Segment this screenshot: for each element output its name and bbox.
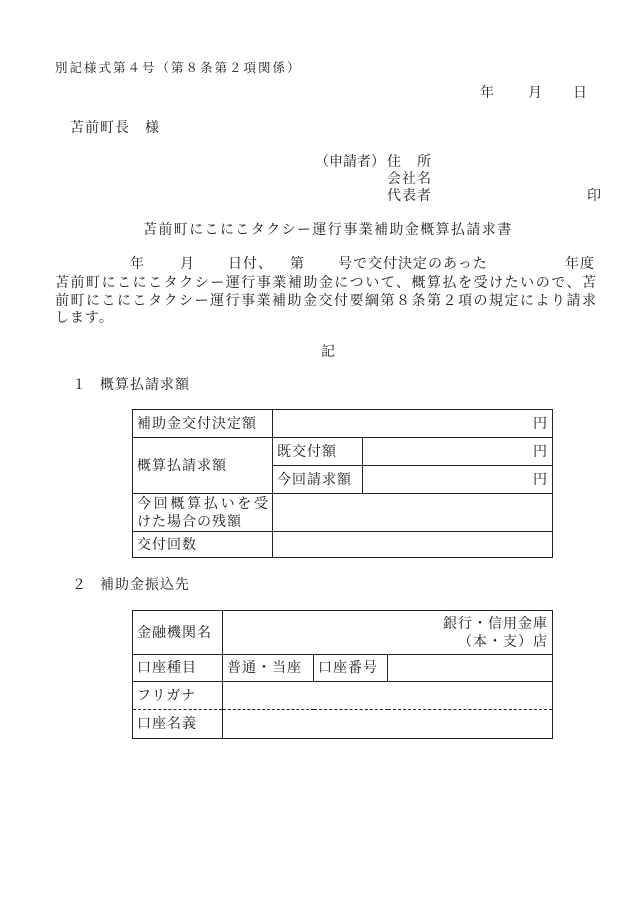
ki-heading: 記 — [321, 344, 336, 360]
table-row — [133, 532, 553, 558]
institution-cell — [223, 611, 553, 655]
date-month-label: 月 — [528, 85, 543, 101]
decided-amount-cell — [273, 410, 553, 438]
account-number-label: 口座番号 — [314, 655, 388, 682]
section-1-number: １ — [72, 377, 87, 393]
yen-unit: 円 — [533, 443, 548, 460]
furigana-cell — [223, 682, 553, 710]
grant-count-label: 交付回数 — [133, 532, 273, 558]
date-day-label: 日 — [573, 85, 588, 101]
table-row — [133, 682, 553, 710]
institution-label: 金融機関名 — [133, 611, 223, 655]
section-2-title: 補助金振込先 — [100, 577, 190, 593]
addressee: 苫前町長 様 — [70, 120, 160, 136]
current-request-label: 今回請求額 — [273, 466, 363, 494]
body-number-suffix: 号で交付決定のあった — [338, 256, 488, 272]
furigana-label: フリガナ — [133, 682, 223, 710]
applicant-representative-label: 代表者 — [387, 188, 432, 204]
bank-transfer-table — [132, 610, 553, 739]
balance-cell — [273, 494, 553, 532]
body-month-label: 月 — [180, 256, 195, 272]
form-number: 別記様式第４号（第８条第２項関係） — [55, 60, 302, 75]
balance-label — [133, 494, 273, 532]
body-fiscal-year-label: 年度 — [565, 256, 595, 272]
account-type-label: 口座種目 — [133, 655, 223, 682]
body-number-prefix: 第 — [290, 256, 305, 272]
account-holder-cell — [223, 710, 553, 739]
date-year-label: 年 — [480, 85, 495, 101]
applicant-address-label: 住 所 — [387, 154, 432, 170]
body-line-2: 苫前町にこにこタクシー運行事業補助金について、概算払を受けたいので、苫 — [55, 275, 597, 291]
applicant-company-label: 会社名 — [387, 171, 432, 187]
body-line-4: します。 — [55, 310, 114, 326]
table-row — [133, 655, 553, 682]
section-1-title: 概算払請求額 — [100, 377, 190, 393]
table-row — [133, 611, 553, 655]
table-row — [133, 438, 553, 466]
paid-amount-label: 既交付額 — [273, 438, 363, 466]
account-holder-label: 口座名義 — [133, 710, 223, 739]
table-row — [133, 410, 553, 438]
paid-amount-cell — [363, 438, 553, 466]
table-row — [133, 710, 553, 739]
body-line-3: 前町にこにこタクシー運行事業補助金交付要綱第８条第２項の規定により請求 — [55, 293, 597, 309]
bank-type-text: 銀行・信用金庫 — [443, 615, 548, 632]
balance-label-line-1: 今回概算払いを受 — [137, 495, 268, 512]
body-year-label: 年 — [130, 256, 145, 272]
yen-unit: 円 — [533, 415, 548, 432]
account-number-cell — [388, 655, 553, 682]
body-day-label: 日付、 — [228, 256, 273, 272]
section-2-number: ２ — [72, 577, 87, 593]
branch-type-text: （本・支）店 — [458, 633, 548, 650]
table-row — [133, 494, 553, 532]
account-type-options: 普通・当座 — [223, 655, 314, 682]
applicant-label: （申請者） — [315, 154, 385, 170]
seal-mark: 印 — [587, 188, 602, 204]
requested-amount-label: 概算払請求額 — [133, 438, 273, 494]
yen-unit: 円 — [533, 471, 548, 488]
balance-label-line-2: けた場合の残額 — [137, 513, 242, 530]
decided-amount-label: 補助金交付決定額 — [133, 410, 273, 438]
request-amount-table — [132, 409, 553, 558]
document-title: 苫前町にこにこタクシー運行事業補助金概算払請求書 — [143, 222, 513, 238]
grant-count-cell — [273, 532, 553, 558]
current-request-cell — [363, 466, 553, 494]
